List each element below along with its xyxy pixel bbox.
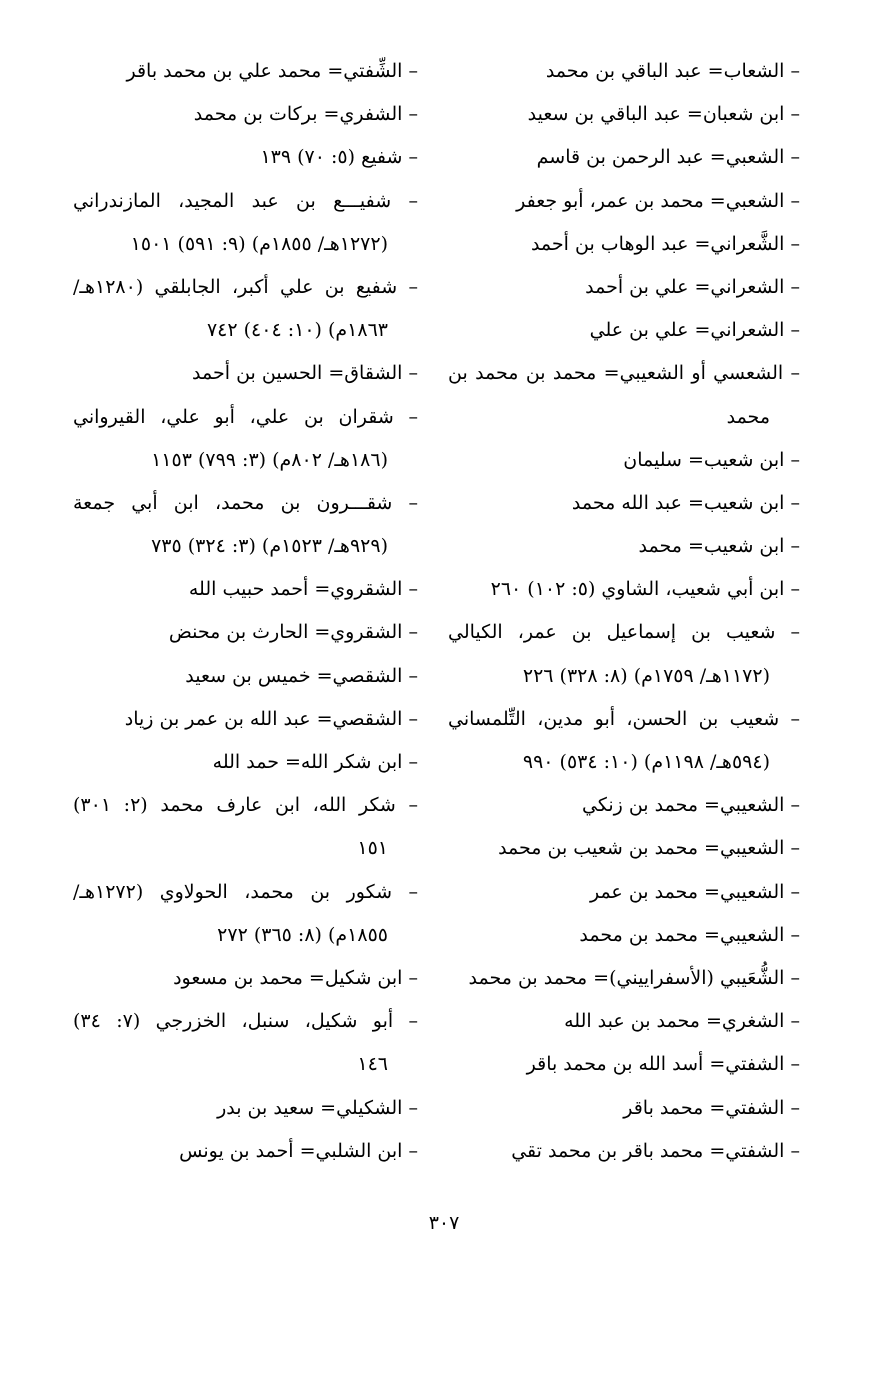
index-entry: – ابن شكر الله= حمد الله <box>212 751 418 773</box>
index-entry: – شعيب بن الحسن، أبو مدين، التِّلمساني <box>448 707 800 730</box>
page-number: ٣٠٧ <box>428 1212 460 1234</box>
index-entry: – شفيع بن علي أكبر، الجابلقي (١٢٨٠هـ/ <box>73 275 418 298</box>
index-entry-continuation: ١٨٦٣م) (١٠: ٤٠٤) ٧٤٢ <box>206 319 388 342</box>
index-entry: – الشعراني= علي بن أحمد <box>585 275 800 298</box>
index-entry-continuation: (١١٧٢هـ/ ١٧٥٩م) (٨: ٣٢٨) ٢٢٦ <box>522 664 770 687</box>
index-entry: – الشعاب= عبد الباقي بن محمد <box>545 60 800 82</box>
index-entry-continuation: ١٤٦ <box>357 1053 388 1076</box>
index-entry: – الشفري= بركات بن محمد <box>193 103 418 126</box>
index-entry: – الشغري= محمد بن عبد الله <box>564 1010 800 1033</box>
index-column-left <box>73 50 418 1173</box>
index-entry: – الشقروي= الحارث بن محنض <box>168 621 418 644</box>
index-entry: – شكور بن محمد، الحولاوي (١٢٧٢هـ/ <box>73 880 418 903</box>
index-entry: – الشقصي= خميس بن سعيد <box>185 664 418 687</box>
index-entry: – الشكيلي= سعيد بن بدر <box>217 1096 418 1119</box>
index-entry: – شفيع (٥: ٧٠) ١٣٩ <box>260 146 418 169</box>
index-entry-continuation: (١٨٦هـ/ ٨٠٢م) (٣: ٧٩٩) ١١٥٣ <box>151 448 388 471</box>
index-entry: – الشفتي= أسد الله بن محمد باقر <box>526 1053 800 1076</box>
index-entry: – الشقصي= عبد الله بن عمر بن زياد <box>124 707 418 730</box>
index-entry: – ابن شعيب= محمد <box>638 535 800 558</box>
index-entry: – الشفتي= محمد باقر <box>623 1096 800 1119</box>
index-entry: – شكر الله، ابن عارف محمد (٢: ٣٠١) <box>73 794 418 817</box>
index-entry: – الشعيبي= محمد بن زنكي <box>581 794 800 817</box>
index-entry: – شقـــرون بن محمد، ابن أبي جمعة <box>73 491 418 514</box>
index-entry: – ابن شكيل= محمد بن مسعود <box>173 966 418 989</box>
index-entry: – الشَّعراني= عبد الوهاب بن أحمد <box>530 232 800 255</box>
index-entry: – ابن أبي شعيب، الشاوي (٥: ١٠٢) ٢٦٠ <box>490 578 800 601</box>
index-entry-continuation: (٩٢٩هـ/ ١٥٢٣م) (٣: ٣٢٤) ٧٣٥ <box>151 535 388 558</box>
index-entry: – الشعبي= عبد الرحمن بن قاسم <box>536 146 800 169</box>
index-entry: – شعيب بن إسماعيل بن عمر، الكيالي <box>448 621 800 644</box>
index-entry: – الشعبي= محمد بن عمر، أبو جعفر <box>516 189 800 212</box>
index-entry-continuation: محمد <box>726 405 770 428</box>
index-entry-continuation: ١٨٥٥م) (٨: ٣٦٥) ٢٧٢ <box>217 923 388 946</box>
index-entry: – ابن الشلبي= أحمد بن يونس <box>179 1139 418 1162</box>
index-entry-continuation: ١٥١ <box>357 837 388 860</box>
index-entry: – الشُّعَيبي (الأسفراييني)= محمد بن محمد <box>468 966 800 989</box>
index-entry: – الشعيبي= محمد بن محمد <box>579 923 800 946</box>
index-entry: – الشعيبي= محمد بن شعيب بن محمد <box>498 837 800 860</box>
index-entry: – شفيـــع بن عبد المجيد، المازندراني <box>73 189 418 212</box>
index-entry: – أبو شكيل، سنبل، الخزرجي (٧: ٣٤) <box>73 1010 418 1033</box>
index-entry-continuation: (٥٩٤هـ/ ١١٩٨م) (١٠: ٥٣٤) ٩٩٠ <box>522 751 770 773</box>
index-entry: – الشعيبي= محمد بن عمر <box>589 880 800 903</box>
index-entry: – الشِّفتي= محمد علي بن محمد باقر <box>126 60 418 82</box>
index-entry-continuation: (١٢٧٢هـ/ ١٨٥٥م) (٩: ٥٩١) ١٥٠١ <box>130 232 388 255</box>
index-entry: – الشقروي= أحمد حبيب الله <box>188 578 418 601</box>
index-entry: – شقران بن علي، أبو علي، القيرواني <box>73 405 418 428</box>
index-entry: – ابن شعيب= سليمان <box>623 448 800 471</box>
index-entry: – الشقاق= الحسين بن أحمد <box>192 362 418 385</box>
index-column-right <box>448 50 800 1173</box>
index-entry: – ابن شعيب= عبد الله محمد <box>571 491 800 514</box>
index-entry: – ابن شعبان= عبد الباقي بن سعيد <box>527 103 800 126</box>
index-entry: – الشفتي= محمد باقر بن محمد تقي <box>511 1139 800 1162</box>
index-entry: – الشعسي أو الشعيبي= محمد بن محمد بن <box>448 362 800 385</box>
index-entry: – الشعراني= علي بن علي <box>589 319 800 342</box>
